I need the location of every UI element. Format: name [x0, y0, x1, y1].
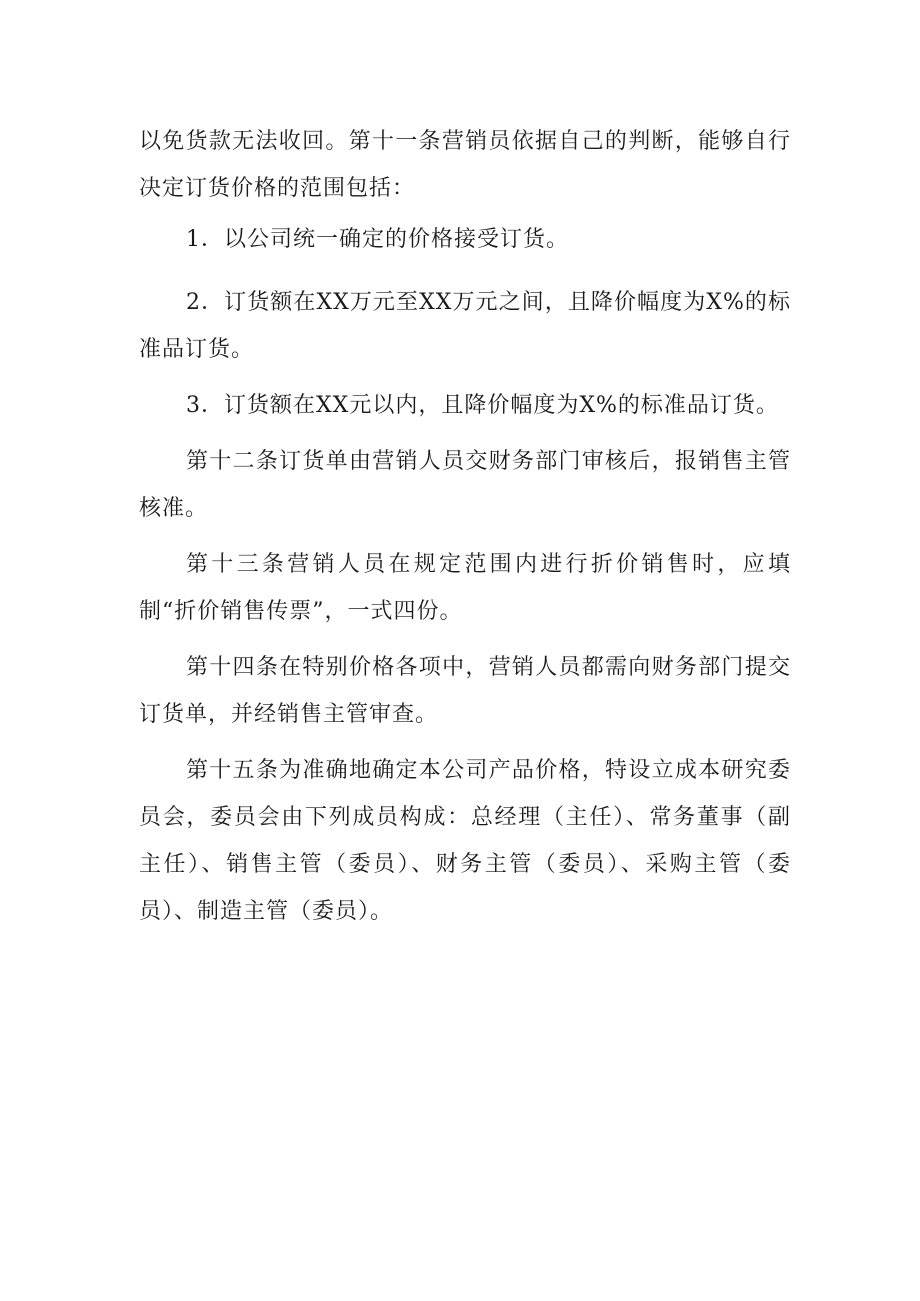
paragraph-article-12: 第十二条订货单由营销人员交财务部门审核后，报销售主管核准。 [139, 449, 791, 521]
paragraph-item-3: 3．订货额在XX元以内，且降价幅度为X%的标准品订货。 [186, 393, 779, 418]
document-body [139, 118, 791, 944]
paragraph-item-2: 2．订货额在XX万元至XX万元之间，且降价幅度为X%的标准品订货。 [139, 290, 791, 362]
paragraph-article-15: 第十五条为准确地确定本公司产品价格，特设立成本研究委员会，委员会由下列成员构成：总经理（主任）、常务董事（副主任）、销售主管（委员）、财务主管（委员）、采购主管（委员）、制造主管（委员）。 [139, 758, 791, 924]
paragraph-item-1: 1．以公司统一确定的价格接受订货。 [186, 227, 569, 252]
paragraph-article-14: 第十四条在特别价格各项中，营销人员都需向财务部门提交订货单，并经销售主管审查。 [139, 655, 791, 727]
paragraph-continuation: 以免货款无法收回。第十一条营销员依据自己的判断，能够自行决定订货价格的范围包括： [139, 129, 791, 201]
paragraph-article-13: 第十三条营销人员在规定范围内进行折价销售时，应填制“折价销售传票”，一式四份。 [139, 552, 791, 624]
